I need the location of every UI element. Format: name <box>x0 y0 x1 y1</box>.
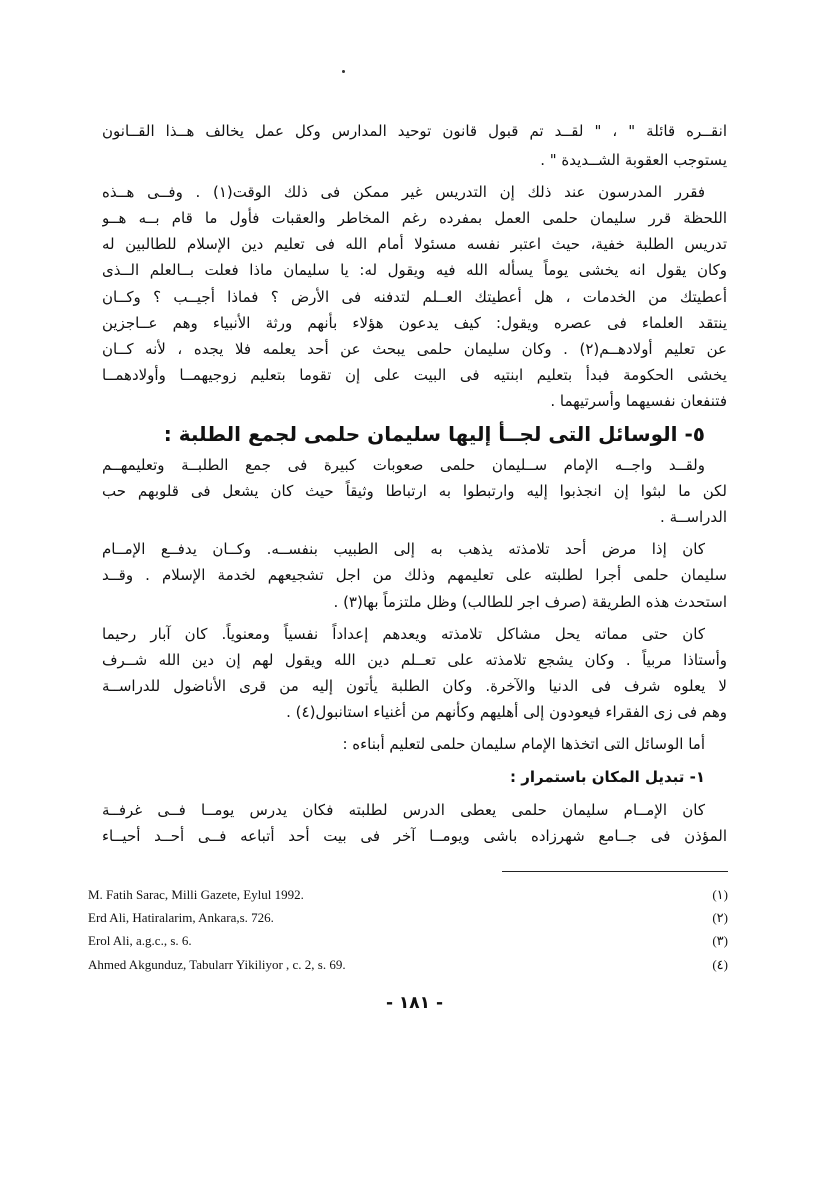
body-line: لكن ما لبثوا إن انجذبوا إليه وارتبطوا به ارتباطا وثيقاً حيث كان يشعل فى قلوبهم حب <box>102 482 727 500</box>
footnote-number: (١) <box>712 887 728 902</box>
body-line: لا يعلوه شرف فى الدنيا والآخرة. وكان الطلبة يأتون إليه من قرى الأناضول للدراســة <box>102 677 727 695</box>
body-line: يستوجب العقوبة الشــديدة " . <box>540 151 727 169</box>
body-line: فتنفعان نفسيهما وأسرتيهما . <box>550 392 727 410</box>
body-line: استحدث هذه الطريقة (صرف اجر للطالب) وظل ملتزماً بها(٣) . <box>333 593 727 611</box>
body-line: ينتقد العلماء فى عصره ويقول: كيف يدعون هؤلاء بأنهم ورثة الأنبياء وهم عــاجزين <box>102 314 727 332</box>
body-line: وأستاذا مربياً . وكان يشجع تلامذته على تعــلم دين الله ويقول لهم إن دين الله شــرف <box>102 651 727 669</box>
body-line: يخشى الحكومة فبدأ بتعليم ابنتيه فى البيت على إن تقوما بتعليم زوجيهمــا وأولادهمــا <box>102 366 727 384</box>
footnote-number: (٤) <box>712 957 728 972</box>
body-line: فقرر المدرسون عند ذلك إن التدريس غير ممكن فى ذلك الوقت(١) . وفــى هــذه <box>102 183 705 201</box>
footnote-number: (٢) <box>712 910 728 925</box>
footnote-divider <box>502 871 728 872</box>
footnote-number: (٣) <box>712 933 728 948</box>
body-line: اللحظة قرر سليمان حلمى العمل بمفرده رغم المخاطر والعقبات فأول ما قام بــه هــو <box>102 209 727 227</box>
footnote <box>88 909 728 927</box>
footnote <box>88 932 728 950</box>
footnote <box>88 886 728 904</box>
body-line: أعطيتك من الخدمات ، هل أعطيتك العــلم لتدفنه فى الأرض ؟ فماذا أجيــب ؟ وكــان <box>102 288 727 306</box>
body-line: عن تعليم أولادهــم(٢) . وكان سليمان حلمى يبحث عن أحد يعلمه فلا يجده ، لأنه كــان <box>102 340 727 358</box>
body-line: انقــره قائلة " ، " لقــد تم قبول قانون توحيد المدارس وكل عمل يخالف هــذا القــانون <box>102 122 727 140</box>
body-line: ولقــد واجــه الإمام ســليمان حلمى صعوبات كبيرة فى جمع الطلبــة وتعليمهــم <box>102 456 705 474</box>
body-line: أما الوسائل التى اتخذها الإمام سليمان حلمى لتعليم أبناءه : <box>342 735 705 753</box>
body-line: سليمان حلمى أجرا لطلبته على تعليمهم وذلك من اجل تشجيعهم لخدمة الإسلام . وقــد <box>102 566 727 584</box>
scan-speck <box>342 70 345 73</box>
body-line: كان الإمــام سليمان حلمى يعطى الدرس لطلبته فكان يدرس يومــا فــى غرفــة <box>102 801 705 819</box>
page-number: - ١٨١ - <box>385 993 444 1013</box>
section-heading: ٥- الوسائل التى لجــأ إليها سليمان حلمى لجمع الطلبة : <box>163 422 705 446</box>
footnote-text: Erol Ali, a.g.c., s. 6. <box>88 933 192 948</box>
footnote-text: M. Fatih Sarac, Milli Gazete, Eylul 1992. <box>88 887 304 902</box>
footnote <box>88 956 728 974</box>
footnote-text: Ahmed Akgunduz, Tabularr Yikiliyor , c. 2, s. 69. <box>88 957 346 972</box>
body-line: وكان يقول انه يخشى يوماً يسأله الله فيه ويقول له: يا سليمان ماذا فعلت بــالعلم الــذى <box>102 261 727 279</box>
body-line: كان إذا مرض أحد تلامذته يذهب به إلى الطبيب بنفســه. وكــان يدفــع الإمــام <box>102 540 705 558</box>
footnote-text: Erd Ali, Hatiralarim, Ankara,s. 726. <box>88 910 274 925</box>
subheading: ١- تبديل المكان باستمرار : <box>509 768 705 786</box>
body-line: كان حتى مماته يحل مشاكل تلامذته ويعدهم إعداداً نفسياً ومعنوياً. كان آبار رحيما <box>102 625 705 643</box>
body-line: المؤذن فى جــامع شهرزاده باشى ويومــا آخر فى بيت أحد أتباعه فــى أحــد أحيــاء <box>102 827 727 845</box>
body-line: وهم فى زى الفقراء فيعودون إلى أهليهم وكأنهم من أغنياء استانبول(٤) . <box>286 703 727 721</box>
body-line: تدريس الطلبة خفية، حيث اعتبر نفسه مسئولا أمام الله فى تعليم دين الإسلام للطالبين له <box>102 235 727 253</box>
body-line: الدراســة . <box>660 508 727 526</box>
